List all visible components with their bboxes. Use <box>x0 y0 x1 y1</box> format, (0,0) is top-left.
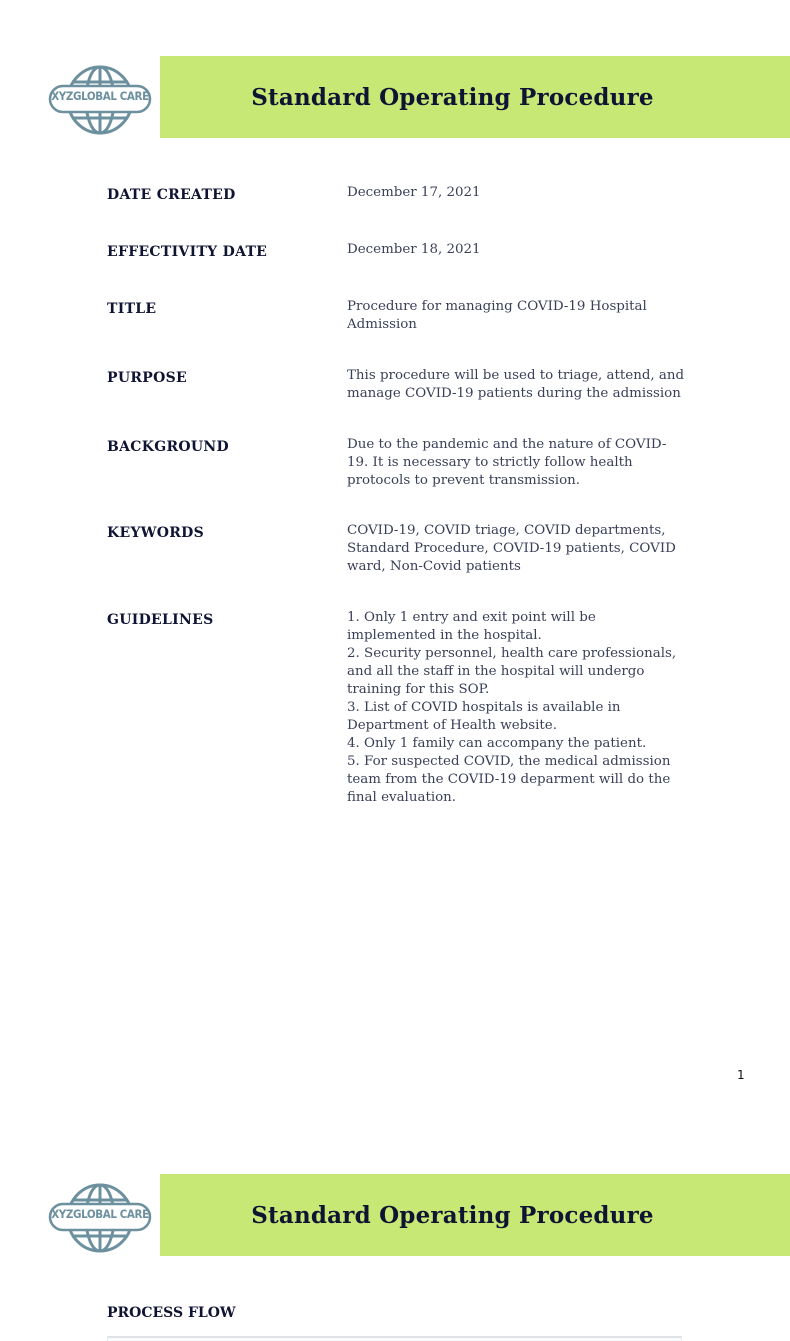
field-label: EFFECTIVITY DATE <box>107 244 268 260</box>
field-label: BACKGROUND <box>107 439 229 455</box>
field-label: TITLE <box>107 301 157 317</box>
field-label: PURPOSE <box>107 370 187 386</box>
page-header <box>0 1174 790 1256</box>
guideline-item: 3. List of COVID hospitals is available in Department of Health website. <box>347 700 621 733</box>
company-logo <box>48 64 154 136</box>
field-value: Procedure for managing COVID-19 Hospital Admission <box>347 299 647 332</box>
field-value: This procedure will be used to triage, attend, and manage COVID-19 patients during the admission <box>347 368 685 401</box>
logo-text: XYZGLOBAL CARE <box>51 1207 149 1221</box>
company-logo <box>48 1182 154 1254</box>
guideline-item: 4. Only 1 family can accompany the patient. <box>347 736 647 751</box>
guideline-item: 2. Security personnel, health care professionals, and all the staff in the hospital will undergo training for this SOP. <box>347 646 677 697</box>
field-label: KEYWORDS <box>107 525 205 541</box>
field-value: Due to the pandemic and the nature of COVID-19. It is necessary to strictly follow health protocols to prevent transmission. <box>347 437 667 488</box>
page-title: Standard Operating Procedure <box>251 1202 654 1229</box>
guideline-item: 5. For suspected COVID, the medical admission team from the COVID-19 deparment will do the final evaluation. <box>347 754 671 805</box>
title-banner <box>160 56 790 138</box>
guideline-item: 1. Only 1 entry and exit point will be implemented in the hospital. <box>347 610 596 643</box>
page-number: 1 <box>737 1068 745 1082</box>
process-flow-frame <box>107 1336 682 1341</box>
field-label: DATE CREATED <box>107 187 236 203</box>
guidelines-list <box>347 609 687 807</box>
logo-text: XYZGLOBAL CARE <box>51 89 149 103</box>
field-value: COVID-19, COVID triage, COVID departments, Standard Procedure, COVID-19 patients, COVID ward, Non-Covid patients <box>347 523 676 574</box>
field-label: GUIDELINES <box>107 612 214 628</box>
title-banner <box>160 1174 790 1256</box>
process-flow-heading: PROCESS FLOW <box>107 1305 236 1321</box>
field-value: December 18, 2021 <box>347 242 481 257</box>
page-title: Standard Operating Procedure <box>251 84 654 111</box>
field-value: December 17, 2021 <box>347 185 481 200</box>
page-header <box>0 56 790 138</box>
